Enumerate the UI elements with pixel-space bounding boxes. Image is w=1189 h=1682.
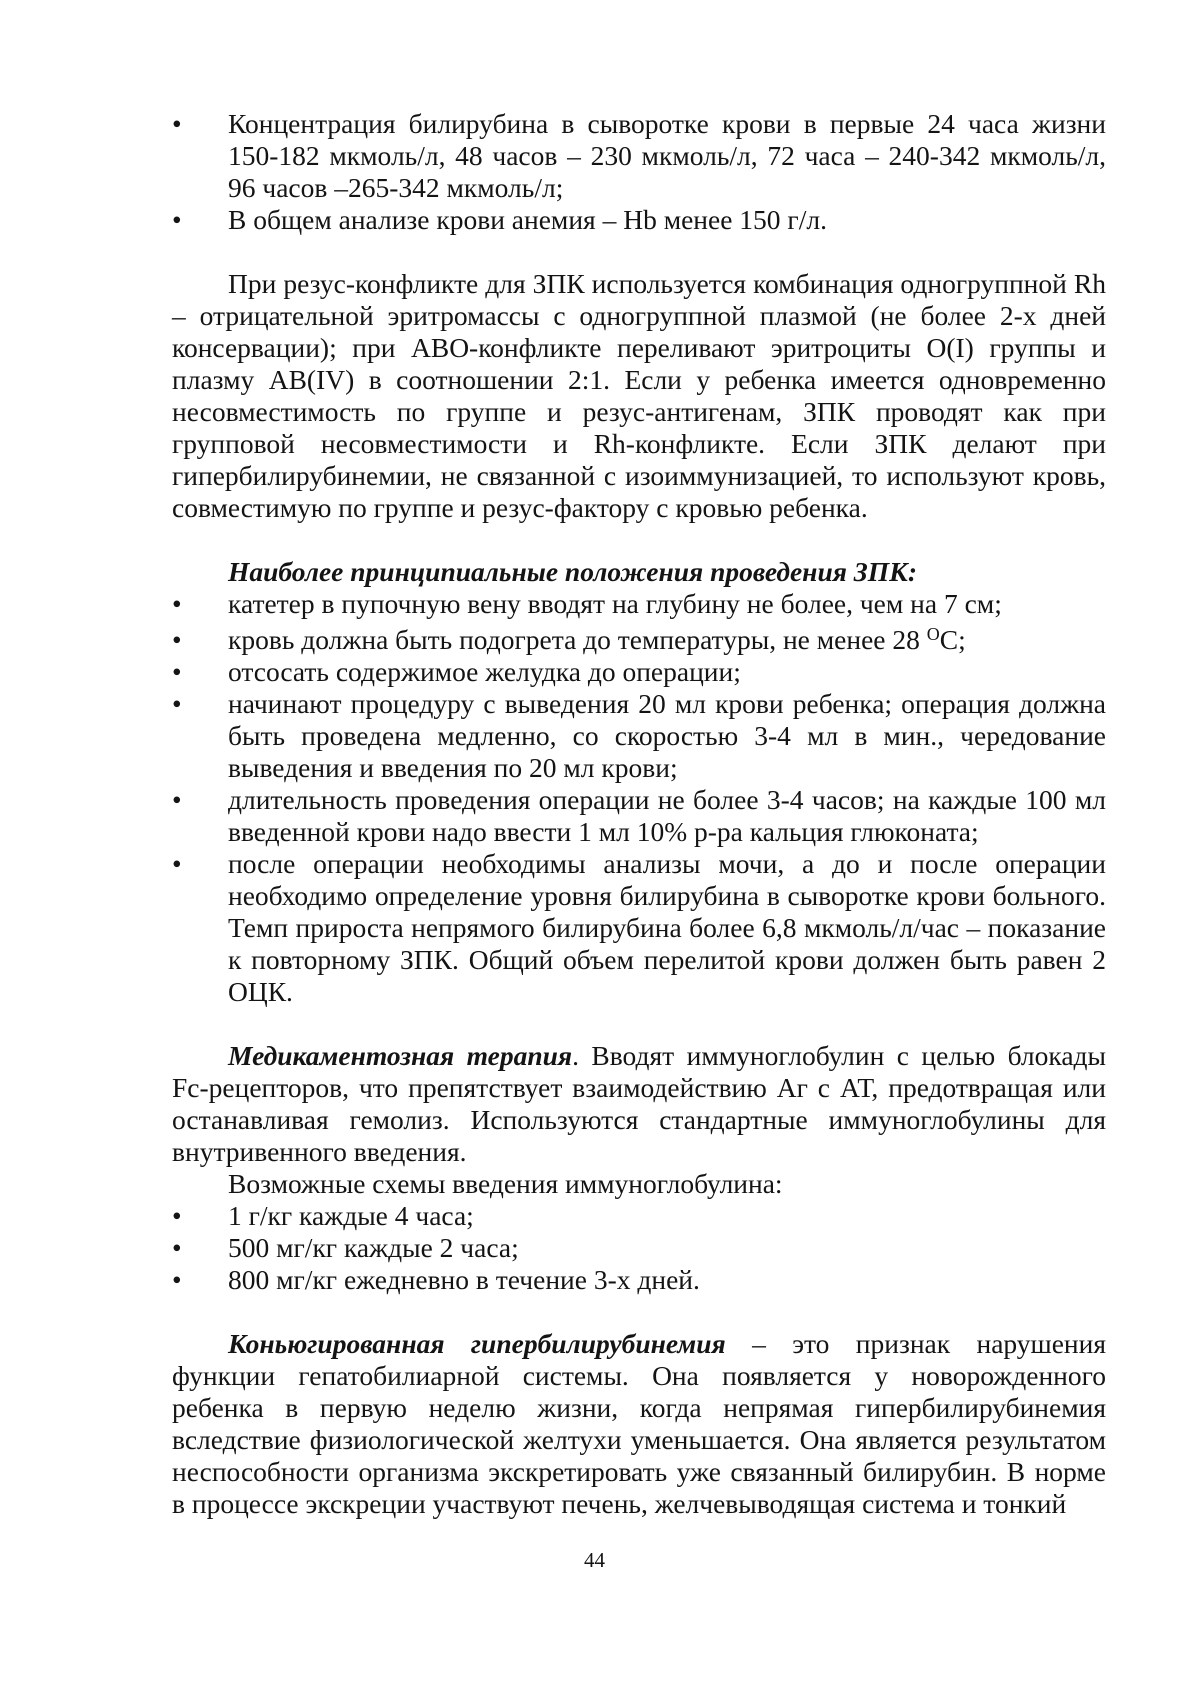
drug-therapy-title: Медикаментозная терапия	[228, 1040, 573, 1071]
list-item: • катетер в пупочную вену вводят на глубину не более, чем на 7 см;	[172, 588, 1002, 619]
degree-superscript: О	[926, 624, 940, 644]
list-item: • 1 г/кг каждые 4 часа;	[172, 1200, 474, 1231]
page-number: 44	[584, 1548, 605, 1572]
conjugated-title: Коньюгированная гипербилирубинемия	[228, 1328, 726, 1359]
principles-list	[172, 588, 1106, 1008]
list-item: • после операции необходимы анализы мочи, а до и после операции необходимо определение уровня билирубина в сыворотке крови больного. Темп прироста непрямого билирубина более 6,8 мкмоль/л/час – показание к повторному ЗПК. Общий объем перелитой крови должен быть равен 2 ОЦК.	[172, 848, 1106, 1007]
bullet-icon: •	[172, 656, 182, 687]
list-item: • начинают процедуру с выведения 20 мл крови ребенка; операция должна быть проведена медленно, со скоростью 3-4 мл в мин., чередование выведения и введения по 20 мл крови;	[172, 688, 1106, 783]
page-body	[172, 108, 1106, 1520]
paragraph-rhesus-conflict: При резус-конфликте для ЗПК используется комбинация одногруппной Rh – отрицательной эритромассы с одногруппной плазмой (не более 2-х дней консервации); при АВО-конфликте переливают эритроциты О(I) группы и плазму АВ(IV) в соотношении 2:1. Если у ребенка имеется одновременно несовместимость по группе и резус-антигенам, ЗПК проводят как при групповой несовместимости и Rh-конфликте. Если ЗПК делают при гипербилирубинемии, не связанной с изоиммунизацией, то используют кровь, совместимую по группе и резус-фактору с кровью ребенка.	[172, 268, 1106, 523]
section-heading-principles: Наиболее принципиальные положения проведения ЗПК:	[228, 556, 917, 587]
paragraph-conjugated-hyperbilirubinemia: Коньюгированная гипербилирубинемия – это признак нарушения функции гепатобилиарной системы. Она появляется у новорожденного ребенка в первую неделю жизни, когда непрямая гипербилирубинемия вследствие физиологической желтухи уменьшается. Она является результатом неспособности организма экскретировать уже связанный билирубин. В норме в процессе экскреции участвуют печень, желчевыводящая система и тонкий	[172, 1328, 1107, 1519]
bullet-icon: •	[172, 108, 182, 139]
bilirubin-criteria-list	[172, 108, 1106, 236]
bullet-icon: •	[172, 784, 182, 815]
list-item: • 800 мг/кг ежедневно в течение 3-х дней.	[172, 1264, 700, 1295]
list-item: • длительность проведения операции не более 3-4 часов; на каждые 100 мл введенной крови надо ввести 1 мл 10% р-ра кальция глюконата;	[172, 784, 1106, 847]
bullet-icon: •	[172, 688, 182, 719]
bullet-icon: •	[172, 848, 182, 879]
bullet-icon: •	[172, 1200, 182, 1231]
bullet-icon: •	[172, 624, 182, 655]
bullet-icon: •	[172, 588, 182, 619]
list-item: • Концентрация билирубина в сыворотке крови в первые 24 часа жизни 150-182 мкмоль/л, 48 часов – 230 мкмоль/л, 72 часа – 240-342 мкмоль/л, 96 часов –265-342 мкмоль/л;	[172, 108, 1106, 203]
bullet-icon: •	[172, 1232, 182, 1263]
list-item: • кровь должна быть подогрета до температуры, не менее 28 $^О$С;	[172, 624, 966, 655]
schemes-intro: Возможные схемы введения иммуноглобулина:	[228, 1168, 783, 1199]
list-item: • 500 мг/кг каждые 2 часа;	[172, 1232, 519, 1263]
bullet-icon: •	[172, 1264, 182, 1295]
bullet-icon: •	[172, 204, 182, 235]
immunoglobulin-schemes-list	[172, 1200, 1106, 1296]
paragraph-drug-therapy: Медикаментозная терапия. Вводят иммуноглобулин с целью блокады Fc-рецепторов, что препятствует взаимодействию Аг с АТ, предотвращая или останавливая гемолиз. Используются стандартные иммуноглобулины для внутривенного введения.	[172, 1040, 1106, 1167]
list-item: • В общем анализе крови анемия – Hb менее 150 г/л.	[172, 204, 827, 235]
list-item: • отсосать содержимое желудка до операции;	[172, 656, 741, 687]
